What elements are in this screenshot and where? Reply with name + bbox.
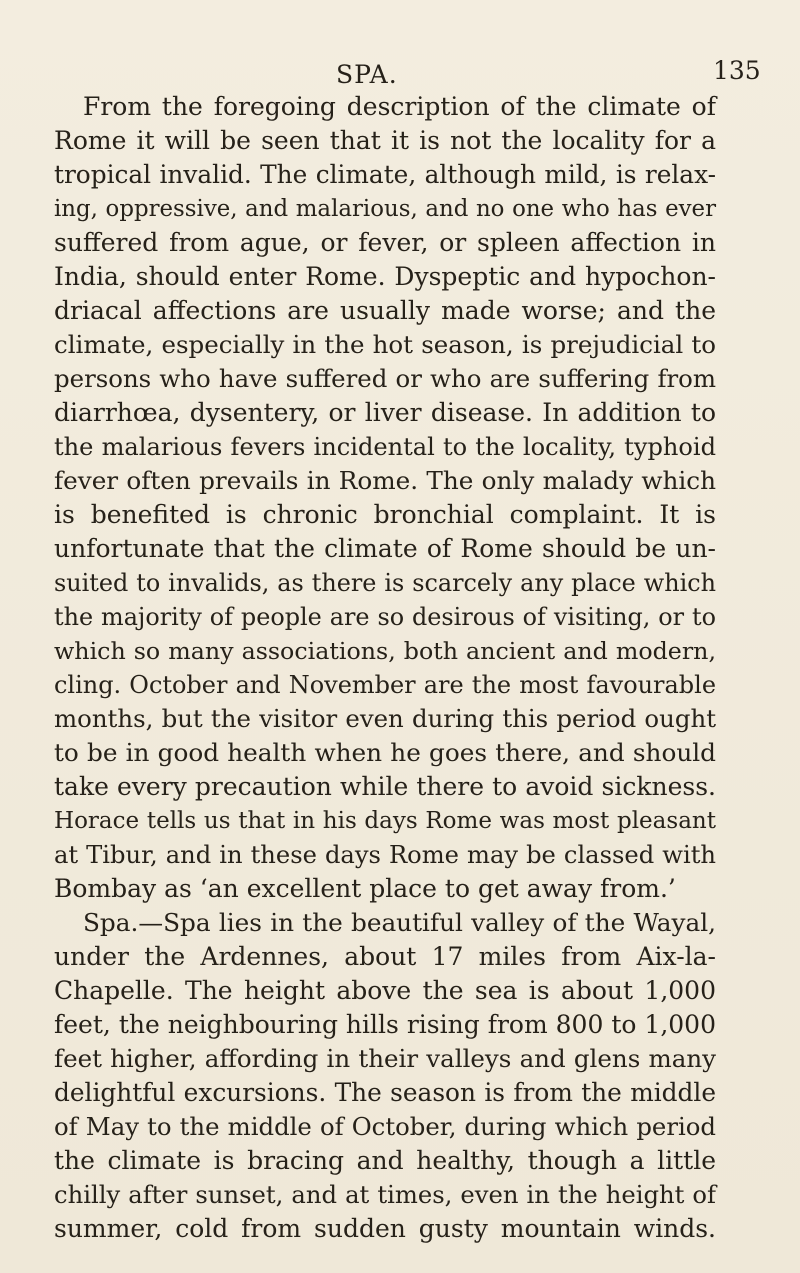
text-line: months, but the visitor even during this period ought xyxy=(54,704,716,733)
text-line: the majority of people are so desirous of visiting, or to xyxy=(54,603,716,631)
text-line: fever often prevails in Rome. The only malady which xyxy=(54,466,716,495)
text-line: tropical invalid. The climate, although mild, is relax- xyxy=(54,160,716,189)
text-line: Spa.—Spa lies in the beautiful valley of the Wayal, xyxy=(83,908,716,937)
text-line: diarrhœa, dysentery, or liver disease. In addition to xyxy=(54,398,716,427)
running-head-title: SPA. xyxy=(336,60,398,89)
text-line: summer, cold from sudden gusty mountain winds. xyxy=(54,1214,716,1243)
text-line: feet higher, affording in their valleys and glens many xyxy=(54,1044,716,1073)
text-line: take every precaution while there to avoid sickness. xyxy=(54,772,716,801)
text-line: feet, the neighbouring hills rising from 800 to 1,000 xyxy=(54,1010,716,1039)
text-line: suffered from ague, or fever, or spleen affection in xyxy=(54,228,716,257)
text-line: of May to the middle of October, during which period xyxy=(54,1112,716,1141)
text-line: the malarious fevers incidental to the locality, typhoid xyxy=(54,433,716,461)
text-line: chilly after sunset, and at times, even in the height of xyxy=(54,1180,716,1209)
text-line: From the foregoing description of the climate of xyxy=(83,92,716,121)
text-line: Rome it will be seen that it is not the locality for a xyxy=(54,126,716,155)
text-line: to be in good health when he goes there, and should xyxy=(54,738,716,767)
text-line: Chapelle. The height above the sea is about 1,000 xyxy=(54,976,716,1005)
page-number: 135 xyxy=(713,56,761,85)
text-line: cling. October and November are the most favourable xyxy=(54,671,716,699)
text-line: suited to invalids, as there is scarcely any place which xyxy=(54,569,716,597)
text-line: climate, especially in the hot season, is prejudicial to xyxy=(54,330,716,359)
text-line: persons who have suffered or who are suffering from xyxy=(54,364,716,393)
text-line: India, should enter Rome. Dyspeptic and hypochon- xyxy=(54,262,716,291)
running-head xyxy=(0,48,800,88)
text-line: under the Ardennes, about 17 miles from Aix-la- xyxy=(54,942,716,971)
text-line: Horace tells us that in his days Rome was most pleasant xyxy=(54,808,716,834)
text-line: delightful excursions. The season is from the middle xyxy=(54,1078,716,1107)
text-line: unfortunate that the climate of Rome should be un- xyxy=(54,534,716,563)
text-line: the climate is bracing and healthy, though a little xyxy=(54,1146,716,1175)
text-line: driacal affections are usually made worse; and the xyxy=(54,296,716,325)
text-line: is benefited is chronic bronchial complaint. It is xyxy=(54,500,716,529)
text-line: Bombay as ‘an excellent place to get away from.’ xyxy=(54,874,676,903)
text-line: which so many associations, both ancient and modern, xyxy=(54,637,716,665)
text-line: ing, oppressive, and malarious, and no one who has ever xyxy=(54,196,716,222)
text-line: at Tibur, and in these days Rome may be classed with xyxy=(54,841,716,869)
